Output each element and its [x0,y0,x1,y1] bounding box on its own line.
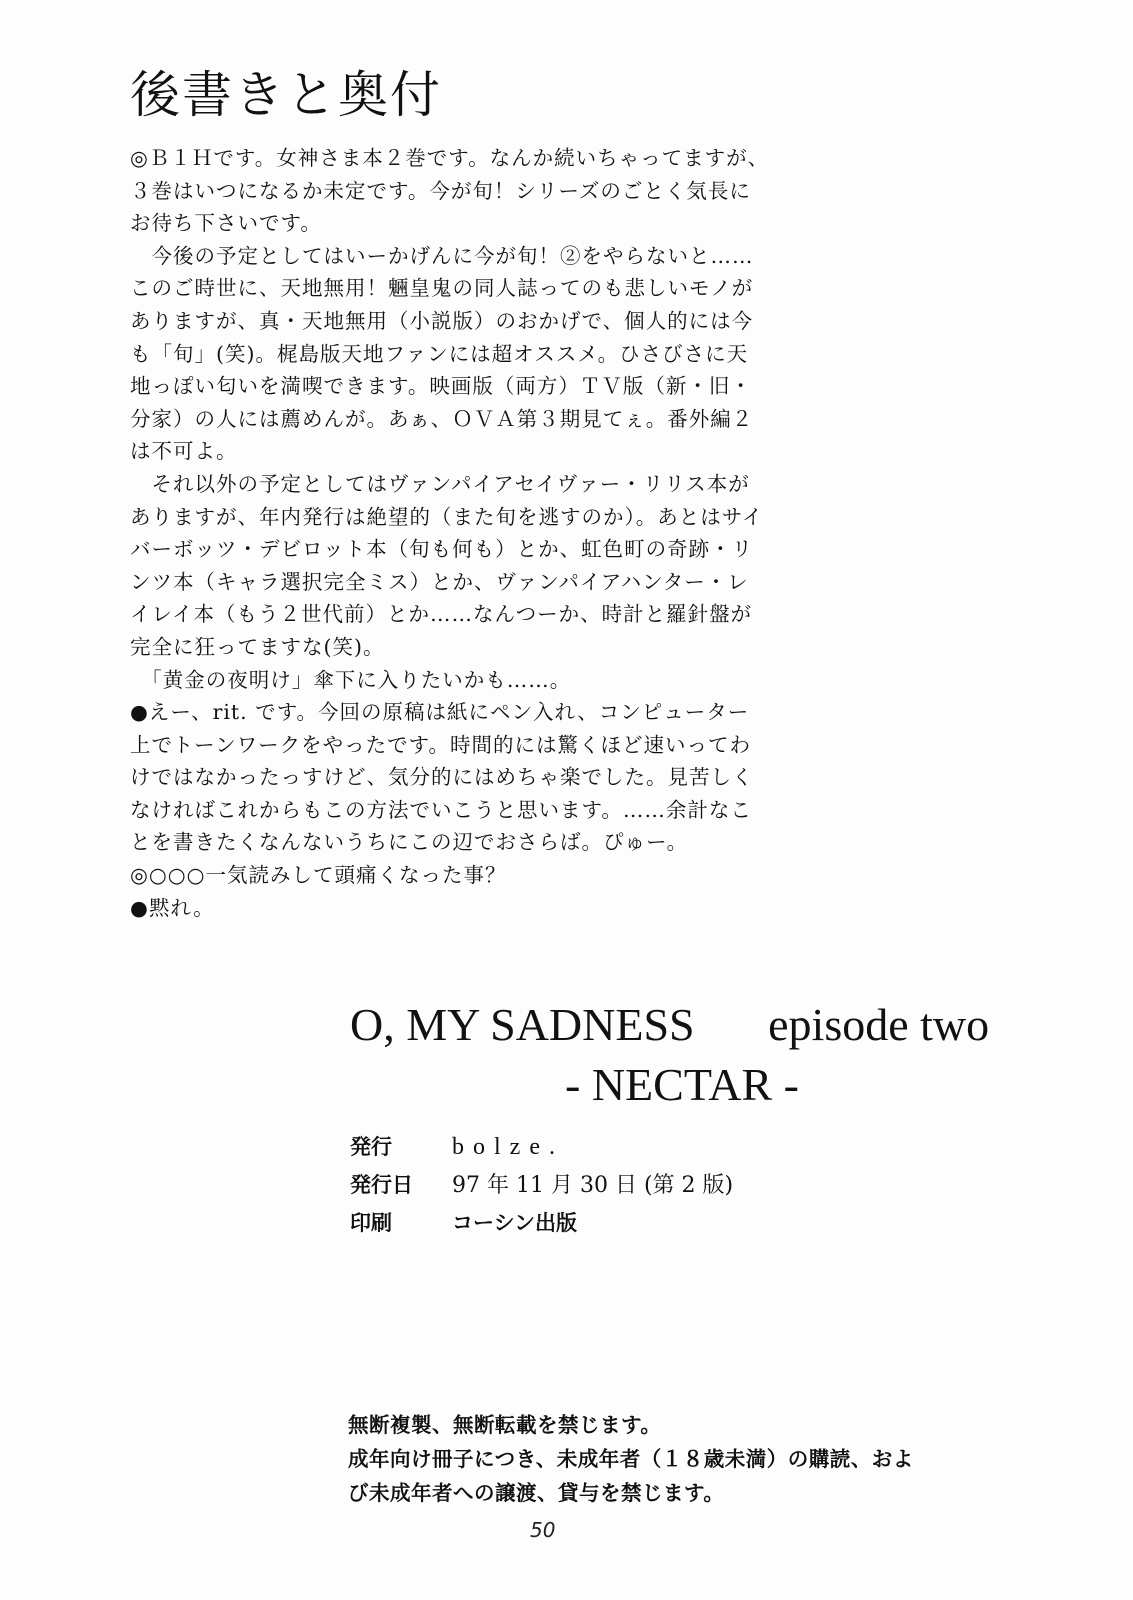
copyright-notice [348,1408,914,1510]
afterword-line: バーボッツ・デビロット本（旬も何も）とか、虹色町の奇跡・リ [130,537,754,562]
printer-value: コーシン出版 [452,1211,578,1235]
notice-line: び未成年者への譲渡、貸与を禁じます。 [348,1481,725,1505]
colophon-title [350,1000,989,1050]
afterword-line: 地っぽい匂いを満喫できます。映画版（両方）ＴＶ版（新・旧・ [130,374,752,399]
afterword-line: ありますが、年内発行は絶望的（また旬を逃すのか）。あとはサイ [130,504,764,529]
afterword-line: けではなかったっすけど、気分的にはめちゃ楽でした。見苦しく [130,765,754,790]
notice-line: 無断複製、無断転載を禁じます。 [348,1413,662,1437]
afterword-line: 分家）の人には薦めんが。あぁ、ＯＶＡ第３期見てぇ。番外編２ [130,406,754,431]
page-heading: 後書きと奥付 [130,66,442,124]
afterword-line: このご時世に、天地無用！魎皇鬼の同人誌ってのも悲しいモノが [130,276,754,301]
printer-row [350,1204,733,1242]
episode-label: episode two [768,999,990,1050]
afterword-line: 今後の予定としてはいーかげんに今が旬！②をやらないと…… [130,243,754,268]
publisher-row [350,1128,733,1166]
afterword-line: も「旬」(笑)。梶島版天地ファンには超オススメ。ひさびさに天 [130,341,749,366]
afterword-line: ありますが、真・天地無用（小説版）のおかげで、個人的には今 [130,308,754,333]
afterword-line: 上でトーンワークをやったです。時間的には驚くほど速いってわ [130,732,752,757]
book-title: O, MY SADNESS [350,999,695,1050]
afterword-line: ●えー、rit. です。今回の原稿は紙にペン入れ、コンピューター [130,700,750,725]
date-label: 発行日 [350,1173,413,1197]
publisher-value: bolze. [452,1134,564,1160]
afterword-line: ●黙れ。 [130,895,215,920]
notice-line: 成年向け冊子につき、未成年者（１８歳未満）の購読、およ [348,1447,914,1471]
page-number: 50 [530,1518,556,1542]
afterword-line: は不可よ。 [130,439,238,464]
afterword-line: ◎Ｂ１Ｈです。女神さま本２巻です。なんか続いちゃってますが、 [130,146,770,170]
afterword-line: とを書きたくなんないうちにこの辺でおさらば。ぴゅー。 [130,830,689,855]
book-subtitle: - NECTAR - [565,1059,799,1110]
afterword-line: ◎○○○一気読みして頭痛くなった事？ [130,863,507,888]
date-value: 97 年 11 月 30 日 (第 2 版) [452,1173,734,1198]
publisher-label: 発行 [350,1135,392,1159]
afterword-line: なければこれからもこの方法でいこうと思います。……余計なこ [130,797,752,822]
afterword-line: ３巻はいつになるか未定です。今が旬！シリーズのごとく気長に [130,178,751,203]
afterword-line: 完全に狂ってますな(笑)。 [130,634,385,659]
colophon-details [350,1128,733,1242]
date-row [350,1166,733,1204]
afterword-line: お待ち下さいです。 [130,211,322,236]
afterword-line: ンツ本（キャラ選択完全ミス）とか、ヴァンパイアハンター・レ [130,569,749,594]
afterword-line: それ以外の予定としてはヴァンパイアセイヴァー・リリス本が [130,471,750,496]
printer-label: 印刷 [350,1211,392,1235]
afterword-line: 「黄金の夜明け」傘下に入りたいかも……。 [130,667,572,692]
afterword-text [130,142,800,924]
afterword-line: イレイ本（もう２世代前）とか……なんつーか、時計と羅針盤が [130,602,753,627]
